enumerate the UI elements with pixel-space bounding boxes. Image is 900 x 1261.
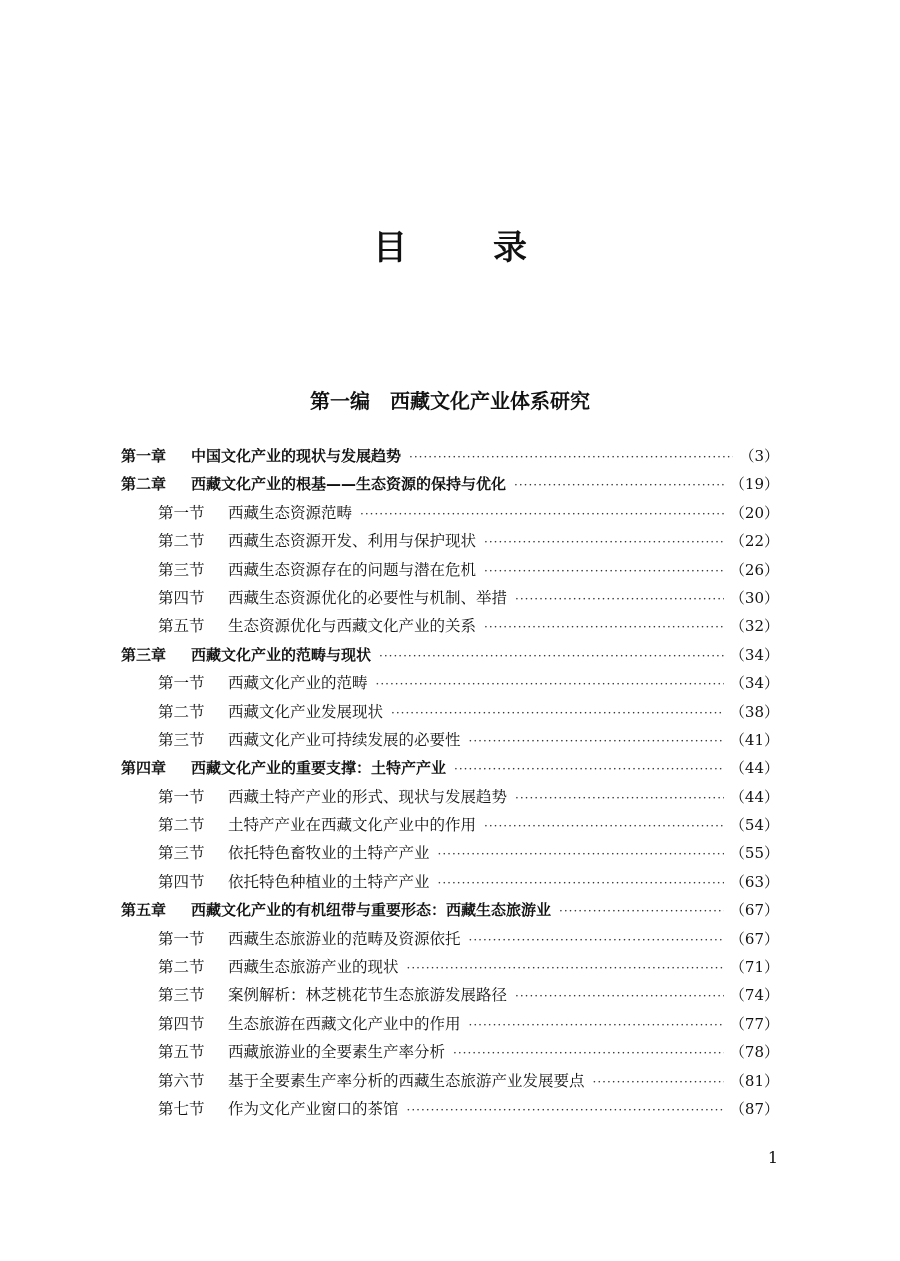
toc-entry-label: 第五节	[158, 1043, 205, 1062]
toc-section-entry[interactable]	[121, 1095, 779, 1123]
toc-entry-label: 第二章	[121, 475, 167, 494]
toc-entry-title: 西藏生态资源优化的必要性与机制、举措	[228, 588, 508, 607]
toc-section-entry[interactable]	[121, 868, 779, 896]
toc-section-entry[interactable]	[121, 556, 779, 584]
toc-dot-leader	[593, 1068, 724, 1096]
toc-entry-title: 西藏文化产业可持续发展的必要性	[228, 730, 461, 749]
toc-entry-label: 第四节	[158, 872, 205, 891]
toc-section-entry[interactable]	[121, 839, 779, 867]
toc-section-entry[interactable]	[121, 811, 779, 839]
toc-entry-page: （78）	[729, 1043, 779, 1062]
page-title: 目录	[373, 228, 613, 268]
toc-entry-page: （41）	[729, 730, 779, 749]
toc-entry-title: 案例解析：林芝桃花节生态旅游发展路径	[228, 986, 508, 1005]
toc-dot-leader	[438, 840, 724, 868]
toc-entry-label: 第三节	[158, 986, 205, 1005]
toc-entry-page: （32）	[729, 617, 779, 636]
toc-section-entry[interactable]	[121, 1038, 779, 1066]
toc-entry-label: 第四节	[158, 588, 205, 607]
toc-entry-title: 西藏生态资源存在的问题与潜在危机	[228, 560, 477, 579]
toc-section-entry[interactable]	[121, 783, 779, 811]
toc-section-entry[interactable]	[121, 1010, 779, 1038]
toc-entry-page: （87）	[729, 1099, 779, 1118]
toc-entry-label: 第二节	[158, 702, 205, 721]
toc-entry-title: 西藏生态旅游产业的现状	[228, 958, 399, 977]
toc-entry-page: （74）	[729, 986, 779, 1005]
toc-entry-title: 西藏文化产业发展现状	[228, 702, 384, 721]
toc-entry-title: 基于全要素生产率分析的西藏生态旅游产业发展要点	[228, 1071, 585, 1090]
page-number: 1	[767, 1148, 778, 1167]
toc-entry-page: （26）	[729, 560, 779, 579]
toc-dot-leader	[515, 585, 724, 613]
toc-section-entry[interactable]	[121, 612, 779, 640]
toc-entry-page: （54）	[729, 816, 779, 835]
toc-entry-label: 第三节	[158, 560, 205, 579]
toc-entry-page: （63）	[729, 872, 779, 891]
part-title: 第一编 西藏文化产业体系研究	[310, 389, 590, 413]
toc-entry-title: 土特产产业在西藏文化产业中的作用	[228, 816, 477, 835]
toc-entry-title: 中国文化产业的现状与发展趋势	[191, 447, 402, 465]
toc-dot-leader	[559, 897, 724, 925]
toc-dot-leader	[391, 699, 724, 727]
table-of-contents	[121, 442, 779, 1123]
toc-entry-label: 第一节	[158, 929, 205, 948]
toc-entry-label: 第一节	[158, 787, 205, 806]
toc-chapter-entry[interactable]	[121, 754, 779, 782]
toc-entry-title: 作为文化产业窗口的茶馆	[228, 1099, 399, 1118]
toc-dot-leader	[484, 557, 724, 585]
toc-dot-leader	[438, 869, 724, 897]
toc-dot-leader	[515, 982, 724, 1010]
toc-entry-label: 第六节	[158, 1071, 205, 1090]
toc-entry-page: （71）	[729, 958, 779, 977]
toc-section-entry[interactable]	[121, 953, 779, 981]
toc-entry-page: （44）	[729, 787, 779, 806]
toc-entry-title: 依托特色种植业的土特产产业	[228, 872, 430, 891]
toc-entry-title: 西藏生态旅游业的范畴及资源依托	[228, 929, 461, 948]
toc-entry-page: （3）	[739, 447, 779, 465]
toc-section-entry[interactable]	[121, 527, 779, 555]
toc-section-entry[interactable]	[121, 981, 779, 1009]
toc-dot-leader	[360, 500, 724, 528]
toc-entry-page: （19）	[729, 475, 779, 494]
toc-chapter-entry[interactable]	[121, 896, 779, 924]
toc-entry-page: （20）	[729, 503, 779, 522]
toc-entry-title: 西藏文化产业的重要支撑：土特产产业	[191, 759, 447, 778]
toc-entry-page: （30）	[729, 588, 779, 607]
toc-entry-label: 第七节	[158, 1099, 205, 1118]
toc-entry-page: （38）	[729, 702, 779, 721]
toc-dot-leader	[484, 812, 724, 840]
toc-dot-leader	[379, 642, 724, 670]
toc-entry-label: 第三章	[121, 645, 167, 664]
toc-dot-leader	[376, 670, 724, 698]
toc-dot-leader	[469, 727, 724, 755]
toc-section-entry[interactable]	[121, 925, 779, 953]
toc-entry-title: 西藏文化产业的范畴与现状	[191, 645, 372, 664]
toc-dot-leader	[469, 926, 724, 954]
toc-section-entry[interactable]	[121, 669, 779, 697]
toc-entry-page: （77）	[729, 1014, 779, 1033]
toc-entry-page: （55）	[729, 844, 779, 863]
toc-entry-title: 西藏文化产业的根基——生态资源的保持与优化	[191, 475, 507, 494]
toc-entry-label: 第四节	[158, 1014, 205, 1033]
toc-entry-title: 生态旅游在西藏文化产业中的作用	[228, 1014, 461, 1033]
toc-entry-label: 第二节	[158, 816, 205, 835]
toc-entry-page: （67）	[729, 929, 779, 948]
toc-section-entry[interactable]	[121, 726, 779, 754]
toc-section-entry[interactable]	[121, 698, 779, 726]
toc-entry-page: （34）	[729, 645, 779, 664]
toc-dot-leader	[484, 528, 724, 556]
toc-entry-page: （22）	[729, 532, 779, 551]
toc-entry-title: 西藏生态资源范畴	[228, 503, 353, 522]
toc-chapter-entry[interactable]	[121, 442, 779, 470]
toc-entry-label: 第五节	[158, 617, 205, 636]
toc-entry-page: （44）	[729, 759, 779, 778]
toc-dot-leader	[484, 613, 724, 641]
toc-dot-leader	[454, 755, 724, 783]
toc-dot-leader	[453, 1039, 724, 1067]
toc-entry-label: 第一章	[121, 447, 167, 465]
toc-chapter-entry[interactable]	[121, 641, 779, 669]
toc-entry-label: 第二节	[158, 532, 205, 551]
toc-chapter-entry[interactable]	[121, 470, 779, 498]
toc-entry-title: 西藏旅游业的全要素生产率分析	[228, 1043, 446, 1062]
toc-entry-title: 西藏文化产业的范畴	[228, 674, 368, 693]
toc-entry-label: 第五章	[121, 901, 167, 920]
toc-entry-label: 第二节	[158, 958, 205, 977]
toc-dot-leader	[407, 1096, 724, 1124]
toc-entry-label: 第三节	[158, 730, 205, 749]
toc-entry-label: 第三节	[158, 844, 205, 863]
toc-entry-title: 西藏文化产业的有机纽带与重要形态：西藏生态旅游业	[191, 901, 552, 920]
toc-dot-leader	[407, 954, 724, 982]
toc-dot-leader	[514, 471, 724, 499]
toc-section-entry[interactable]	[121, 1067, 779, 1095]
toc-entry-page: （34）	[729, 674, 779, 693]
toc-entry-title: 西藏生态资源开发、利用与保护现状	[228, 532, 477, 551]
toc-entry-title: 西藏土特产产业的形式、现状与发展趋势	[228, 787, 508, 806]
toc-entry-page: （67）	[729, 901, 779, 920]
toc-dot-leader	[469, 1011, 724, 1039]
toc-entry-title: 生态资源优化与西藏文化产业的关系	[228, 617, 477, 636]
toc-entry-label: 第一节	[158, 674, 205, 693]
toc-entry-title: 依托特色畜牧业的土特产产业	[228, 844, 430, 863]
toc-section-entry[interactable]	[121, 499, 779, 527]
toc-dot-leader	[409, 443, 733, 471]
toc-entry-page: （81）	[729, 1071, 779, 1090]
toc-dot-leader	[515, 784, 724, 812]
toc-entry-label: 第四章	[121, 759, 167, 778]
toc-entry-label: 第一节	[158, 503, 205, 522]
toc-section-entry[interactable]	[121, 584, 779, 612]
